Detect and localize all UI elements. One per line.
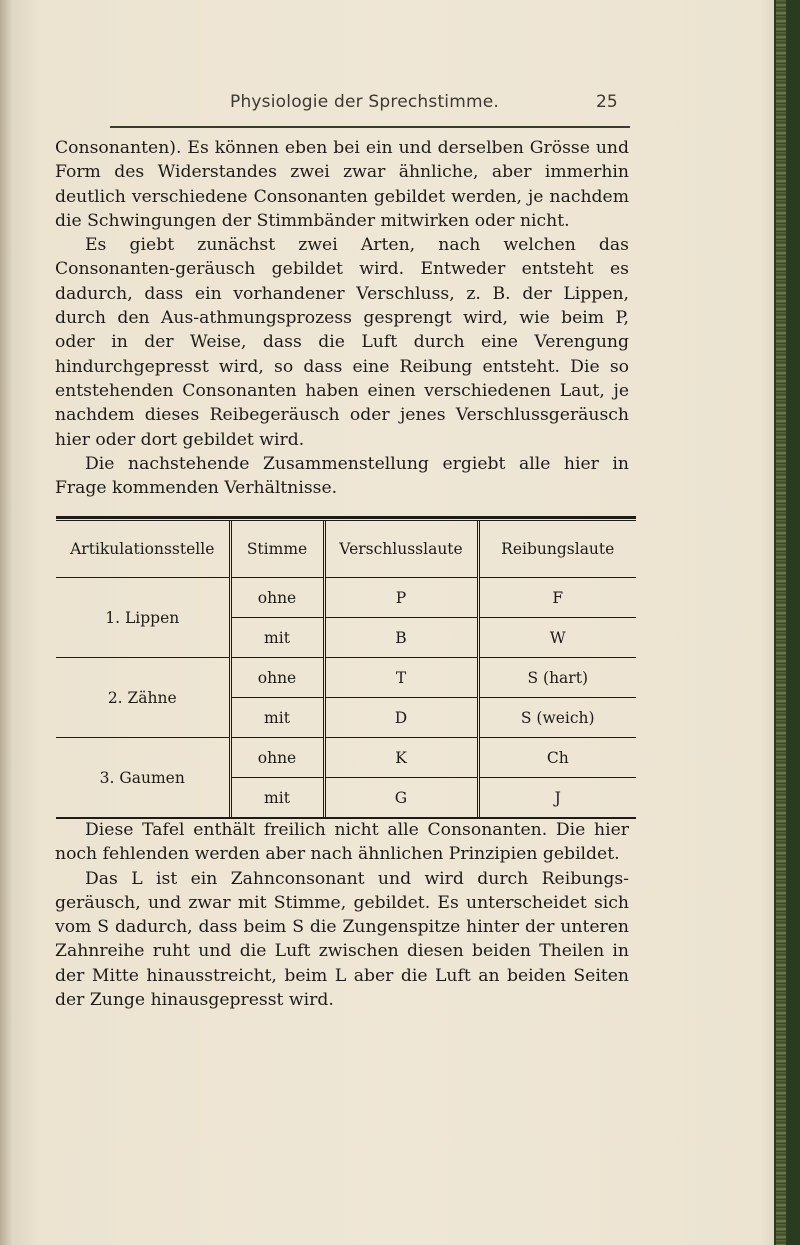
verschluss-cell: K — [324, 738, 478, 778]
page-number: 25 — [596, 92, 618, 112]
verschluss-cell: T — [324, 658, 478, 698]
reibung-cell: S (weich) — [478, 698, 636, 738]
stimme-cell: ohne — [230, 658, 324, 698]
verschluss-cell: B — [324, 618, 478, 658]
book-edge — [774, 0, 800, 1245]
reibung-cell: S (hart) — [478, 658, 636, 698]
place-cell: 3. Gaumen — [99, 768, 185, 787]
column-header: Reibungslaute — [478, 521, 636, 578]
header-rule — [110, 126, 630, 128]
column-header: Stimme — [230, 521, 324, 578]
table-header-row — [56, 521, 636, 578]
paragraph: Es giebt zunächst zwei Arten, nach welchen das Consonanten-geräusch gebildet wird. Entweder entsteht es dadurch, dass ein vorhandener Verschluss, z. B. der Lippen, durch den Aus-athmungsprozess gesprengt wird, wie beim P, oder in der Weise, dass die Luft durch eine Verengung hindurchgepresst wird, so dass eine Reibung entsteht. Die so entstehenden Consonanten haben einen verschiedenen Laut, je nachdem dieses Reibegeräusch oder jenes Verschlussgeräusch hier oder dort gebildet wird. — [55, 235, 629, 450]
paragraph: Die nachstehende Zusammenstellung ergiebt alle hier in Frage kommenden Verhältnisse. — [55, 453, 629, 499]
stimme-cell: ohne — [230, 578, 324, 618]
stimme-cell: mit — [230, 698, 324, 738]
page-header — [230, 92, 630, 116]
paragraph: Consonanten). Es können eben bei ein und derselben Grösse und Form des Widerstandes zwei zwar ähnliche, aber immerhin deutlich verschiedene Consonanten gebildet werden, je nachdem die Schwingungen der Stimmbänder mitwirken oder nicht. — [55, 138, 629, 231]
book-gutter — [0, 0, 14, 1245]
column-header: Verschlusslaute — [324, 521, 478, 578]
reibung-cell: J — [478, 778, 636, 818]
place-cell: 1. Lippen — [56, 578, 230, 658]
stimme-cell: mit — [230, 618, 324, 658]
verschluss-cell: G — [324, 778, 478, 818]
verschluss-cell: D — [324, 698, 478, 738]
running-head: Physiologie der Sprechstimme. — [230, 92, 500, 112]
text-block-top — [55, 136, 629, 500]
text-block-bottom — [55, 818, 629, 1012]
verschluss-cell: P — [324, 578, 478, 618]
consonant-table — [56, 516, 636, 823]
reibung-cell: W — [478, 618, 636, 658]
paragraph: Das L ist ein Zahnconsonant und wird durch Reibungs-geräusch, und zwar mit Stimme, gebildet. Es unterscheidet sich vom S dadurch, dass beim S die Zungenspitze hinter der unteren Zahnreihe ruht und die Luft zwischen diesen beiden Theilen in der Mitte hinausstreicht, beim L aber die Luft an beiden Seiten der Zunge hinausgepresst wird. — [55, 868, 629, 1011]
paragraph: Diese Tafel enthält freilich nicht alle Consonanten. Die hier noch fehlenden werden aber nach ähnlichen Prinzipien gebildet. — [55, 820, 629, 865]
column-header: Artikulationsstelle — [56, 521, 230, 578]
stimme-cell: mit — [230, 778, 324, 818]
reibung-cell: Ch — [478, 738, 636, 778]
table-row — [56, 578, 636, 618]
table-row — [56, 658, 636, 698]
stimme-cell: ohne — [230, 738, 324, 778]
table-row — [56, 738, 636, 778]
place-cell: 2. Zähne — [56, 658, 230, 738]
reibung-cell: F — [478, 578, 636, 618]
